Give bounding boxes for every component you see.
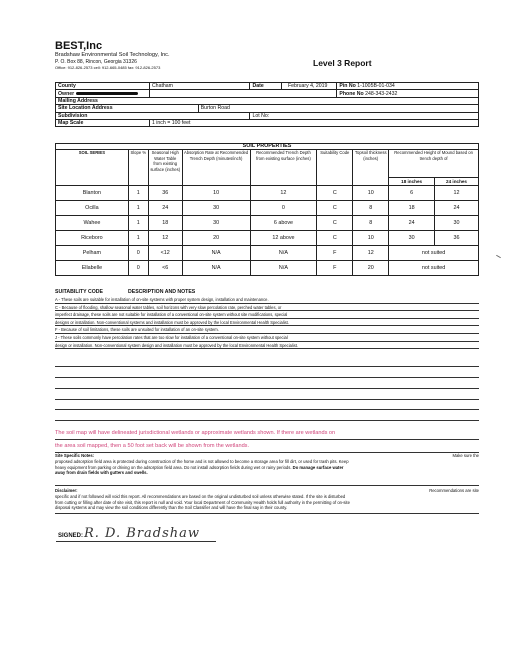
soil-properties-title: SOIL PROPERTIES [56,144,479,150]
company-name: BEST,Inc [55,40,103,52]
report-title: Level 3 Report [313,58,372,68]
col-slope: Slope % [128,150,148,186]
mailing-address-label: Mailing Address [56,97,479,104]
suitability-line: J - These soils commonly have percolation rates that are too slow for installation of a conventional on-site system without special [55,334,479,342]
col-mound-24: 24 inches [435,178,479,186]
table-row: Ocilla 1 24 30 0 C 8 18 24 [56,201,479,216]
company-contact: Office: 912-826-2573 cell: 912-665-0485 fax: 912-826-2573 [55,65,161,71]
subdivision-label: Subdivision [56,112,250,119]
col-absorption: Absorption Rate at Recommended Trench Depth (minutes/inch) [182,150,250,186]
pin-value: 1-1005B-01-034 [357,83,395,90]
suitability-notes [55,296,479,349]
suitability-code-label: SUITABILITY CODE [55,289,103,295]
handwritten-signature: R. D. Bradshaw [84,526,201,541]
pin-label: Pin No [339,83,356,90]
signature-line [56,541,216,542]
soil-properties-table [55,143,479,276]
table-row: Wahee 1 18 30 6 above C 8 24 30 [56,216,479,231]
phone-value: 248-343-2432 [365,90,398,97]
table-row: Pelham 0 <12 N/A N/A F 12 not suited [56,246,479,261]
redaction-mark [76,92,138,95]
wetlands-note [55,427,479,453]
site-location-label: Site Location Address [56,105,199,112]
suitability-line: F - Because of soil limitations, these soils are unsuited for installation of an on-site system. [55,326,479,334]
site-notes-label: Site Specific Notes: [55,453,95,458]
site-location-value: Burton Road [198,105,478,112]
date-label: Date [250,83,282,89]
suitability-line: imperfect drainage, these soils are not suitable for installation of a conventional on-site system without site modifications, special [55,311,479,319]
site-specific-notes: Site Specific Notes: Make sure the proposed adsorption field area is protected during construction of the home and is not allowed to become a storage area for fill dirt, or used for trash pits. Keep heavy equipment from parking or driving on the adsorption field area. Do not install adsorption fields during wet or rainy periods. Do manage surface water away from drain fields with gutters and swells. [55,453,479,476]
stray-mark [496,255,501,258]
blank-note-lines [55,356,479,421]
company-address: P. O. Box 88, Rincon, Georgia 31326 [55,58,137,65]
owner-label: Owner [56,90,150,97]
col-water-table: Seasonal High Water Table from existing surface (inches) [148,150,182,186]
phone-label: Phone No [339,90,364,97]
table-row: Blanton 1 36 10 12 C 10 6 12 [56,186,479,201]
lot-label: Lot No: [250,112,479,119]
col-suitability: Suitability Code [317,150,353,186]
suitability-line: design or installation. Non-conventional system design and installation must be approved by the local Environmental Health Specialist. [55,342,479,350]
date-value: February 4, 2019 [287,83,328,90]
table-row: Ellabelle 0 <6 N/A N/A F 20 not suited [56,261,479,276]
county-label: County [56,83,150,90]
suitability-line: designs or installation. Non-conventional systems and installation must be approved by the local Environmental Health Specialist. [55,319,479,327]
company-full-name: Bradshaw Environmental Soil Technology, Inc. [55,52,170,58]
map-scale-label: Map Scale [56,119,150,126]
col-topsoil: Topsoil thickness (inches) [353,150,389,186]
map-scale-value: 1 inch = 100 feet [149,119,478,126]
suitability-header [55,289,196,295]
col-soil-series: SOIL SERIES [56,150,129,186]
company-header [55,40,170,71]
signed-label: SIGNED: [58,533,84,539]
disclaimer: Disclaimer: Recommendations are site specific and if not followed will void this report. All recommendations are based on the original undisturbed soil unless otherwise stated. If the site is disturbed from cutting or filling after date of site visit, this report is null and void. Your local Department of Community Health holds full authority in the permitting of on-site disposal systems and may view the soil conditions differently than the Soil Classifier and will have the final say in their county. [55,488,479,511]
description-notes-label: DESCRIPTION AND NOTES [128,289,196,295]
wetlands-line-2: the area soil mapped, then a 50 foot set back will be shown from the wetlands. [55,440,479,453]
col-trench-depth: Recommended Trench Depth from existing surface (inches) [250,150,317,186]
county-value: Chatham [149,83,250,90]
col-mound-18: 18 inches [389,178,435,186]
disclaimer-label: Disclaimer: [55,488,78,493]
site-info-table [55,82,479,127]
table-row: Riceboro 1 12 20 12 above C 10 30 36 [56,231,479,246]
wetlands-line-1: The soil map will have delineated jurisdictional wetlands or approximate wetlands shown. If there are wetlands on [55,427,479,440]
col-mound: Recommended Height of Mound based on trench depth of [389,150,479,178]
suitability-line: C - Because of flooding, shallow seasonal water tables, soil horizons with very slow percolation rate, perched water tables, or [55,304,479,312]
suitability-line: A - These soils are suitable for installation of on-site systems with proper system design, installation and maintenance. [55,296,479,304]
